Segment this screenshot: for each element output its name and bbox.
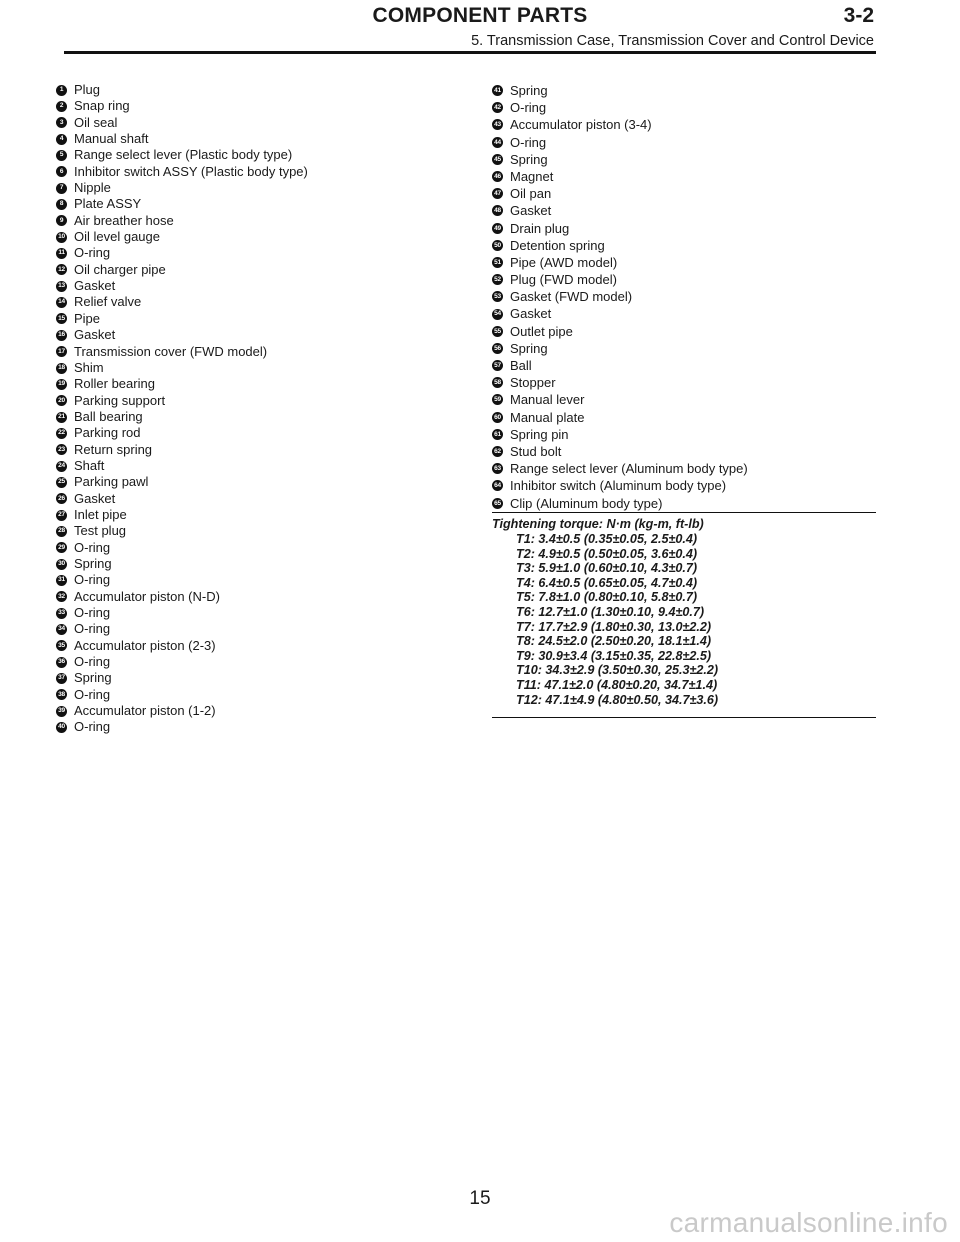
part-list-item xyxy=(56,393,456,409)
part-name: Gasket xyxy=(74,278,116,294)
part-list-item xyxy=(56,654,456,670)
part-number-badge: 32 xyxy=(56,591,67,602)
part-list-item xyxy=(56,556,456,572)
part-number-badge: 10 xyxy=(56,232,67,243)
part-number-badge: 19 xyxy=(56,379,67,390)
part-name: Shim xyxy=(74,359,104,375)
torque-value: T4: 6.4±0.5 (0.65±0.05, 4.7±0.4) xyxy=(516,575,698,590)
part-list-item xyxy=(56,131,456,147)
part-list-item xyxy=(492,254,876,271)
part-name: Spring pin xyxy=(510,426,569,442)
part-number-badge: 17 xyxy=(56,346,67,357)
part-list-item xyxy=(56,458,456,474)
part-name: O-ring xyxy=(74,572,111,588)
torque-value: T12: 47.1±4.9 (4.80±0.50, 34.7±3.6) xyxy=(516,692,719,707)
part-name: Inlet pipe xyxy=(74,506,127,522)
section-number: 3-2 xyxy=(843,4,874,27)
part-list-item xyxy=(56,196,456,212)
part-list-item xyxy=(492,391,876,408)
part-number-badge: 49 xyxy=(492,223,503,234)
part-list-item xyxy=(56,360,456,376)
part-list-item xyxy=(56,474,456,490)
part-number-badge: 62 xyxy=(492,446,503,457)
torque-value: T2: 4.9±0.5 (0.50±0.05, 3.6±0.4) xyxy=(516,546,698,561)
part-name: O-ring xyxy=(74,245,111,261)
part-name: Inhibitor switch (Aluminum body type) xyxy=(510,478,727,494)
part-list-item xyxy=(492,426,876,443)
page-number: 15 xyxy=(469,1188,491,1209)
part-name: Clip (Aluminum body type) xyxy=(510,495,663,511)
part-name: O-ring xyxy=(510,134,547,150)
part-name: Test plug xyxy=(74,523,127,539)
part-number-badge: 16 xyxy=(56,330,67,341)
part-name: Gasket xyxy=(510,203,552,219)
part-list-item xyxy=(56,703,456,719)
part-number-badge: 12 xyxy=(56,264,67,275)
part-number-badge: 9 xyxy=(56,215,67,226)
part-list-item xyxy=(56,344,456,360)
part-number-badge: 36 xyxy=(56,657,67,668)
part-name: Nipple xyxy=(74,180,111,196)
part-name: Spring xyxy=(510,340,548,356)
part-name: Spring xyxy=(74,555,112,571)
part-number-badge: 6 xyxy=(56,166,67,177)
part-number-badge: 53 xyxy=(492,291,503,302)
part-list-item xyxy=(492,202,876,219)
part-name: Gasket (FWD model) xyxy=(510,289,633,305)
part-name: Accumulator piston (N-D) xyxy=(74,588,220,604)
part-list-item xyxy=(56,687,456,703)
part-number-badge: 2 xyxy=(56,101,67,112)
part-name: Manual plate xyxy=(510,409,585,425)
part-list-item xyxy=(56,311,456,327)
torque-value: T11: 47.1±2.0 (4.80±0.20, 34.7±1.4) xyxy=(516,677,718,692)
part-list-item xyxy=(56,147,456,163)
torque-value: T7: 17.7±2.9 (1.80±0.30, 13.0±2.2) xyxy=(516,619,712,634)
part-name: Drain plug xyxy=(510,220,570,236)
part-name: Shaft xyxy=(74,457,105,473)
part-list-item xyxy=(56,327,456,343)
part-number-badge: 26 xyxy=(56,493,67,504)
part-number-badge: 4 xyxy=(56,134,67,145)
part-list-item xyxy=(492,116,876,133)
part-list-item xyxy=(492,409,876,426)
part-list-item xyxy=(492,237,876,254)
tightening-torque-box xyxy=(492,512,876,718)
part-number-badge: 13 xyxy=(56,281,67,292)
part-number-badge: 52 xyxy=(492,274,503,285)
part-number-badge: 28 xyxy=(56,526,67,537)
part-list-item xyxy=(56,278,456,294)
part-name: Detention spring xyxy=(510,237,605,253)
torque-value: T9: 30.9±3.4 (3.15±0.35, 22.8±2.5) xyxy=(516,648,712,663)
part-number-badge: 33 xyxy=(56,608,67,619)
part-list-item xyxy=(492,477,876,494)
part-name: Oil level gauge xyxy=(74,229,160,245)
part-number-badge: 5 xyxy=(56,150,67,161)
part-name: Parking pawl xyxy=(74,474,149,490)
part-list-item xyxy=(492,220,876,237)
part-number-badge: 65 xyxy=(492,498,503,509)
part-name: Relief valve xyxy=(74,294,142,310)
torque-value: T5: 7.8±1.0 (0.80±0.10, 5.8±0.7) xyxy=(516,590,698,605)
torque-value: T10: 34.3±2.9 (3.50±0.30, 25.3±2.2) xyxy=(516,663,719,678)
part-number-badge: 50 xyxy=(492,240,503,251)
part-number-badge: 27 xyxy=(56,510,67,521)
part-number-badge: 60 xyxy=(492,412,503,423)
part-name: Magnet xyxy=(510,168,554,184)
part-list-item xyxy=(56,605,456,621)
part-list-item xyxy=(492,271,876,288)
part-list-item xyxy=(56,589,456,605)
part-name: Parking support xyxy=(74,392,166,408)
part-name: Transmission cover (FWD model) xyxy=(74,343,268,359)
part-number-badge: 22 xyxy=(56,428,67,439)
part-name: Pipe xyxy=(74,310,101,326)
part-name: O-ring xyxy=(74,654,111,670)
part-number-badge: 34 xyxy=(56,624,67,635)
part-list-item xyxy=(56,82,456,98)
part-list-item xyxy=(56,670,456,686)
part-name: Snap ring xyxy=(74,98,130,114)
part-list-item xyxy=(492,340,876,357)
torque-heading: Tightening torque: N·m (kg-m, ft-lb) xyxy=(492,517,704,531)
part-number-badge: 55 xyxy=(492,326,503,337)
section-subtitle: 5. Transmission Case, Transmission Cover and Control Device xyxy=(471,33,874,49)
part-number-badge: 58 xyxy=(492,377,503,388)
part-number-badge: 56 xyxy=(492,343,503,354)
part-name: Accumulator piston (3-4) xyxy=(510,117,652,133)
part-list-item xyxy=(56,180,456,196)
part-number-badge: 46 xyxy=(492,171,503,182)
part-list-item xyxy=(56,245,456,261)
part-list-item xyxy=(492,99,876,116)
part-number-badge: 47 xyxy=(492,188,503,199)
page-title: COMPONENT PARTS xyxy=(372,4,588,27)
torque-value: T1: 3.4±0.5 (0.35±0.05, 2.5±0.4) xyxy=(516,532,698,546)
part-list-item xyxy=(56,638,456,654)
part-number-badge: 11 xyxy=(56,248,67,259)
part-list-item xyxy=(56,164,456,180)
part-list-item xyxy=(56,540,456,556)
part-name: Gasket xyxy=(74,490,116,506)
part-list-item xyxy=(56,621,456,637)
part-name: Range select lever (Aluminum body type) xyxy=(510,461,748,477)
part-number-badge: 38 xyxy=(56,689,67,700)
part-name: Spring xyxy=(510,83,548,98)
part-name: Air breather hose xyxy=(74,212,174,228)
part-number-badge: 41 xyxy=(492,85,503,96)
part-list-item xyxy=(492,82,876,99)
part-number-badge: 51 xyxy=(492,257,503,268)
part-name: Spring xyxy=(510,151,548,167)
part-number-badge: 29 xyxy=(56,542,67,553)
part-name: Manual lever xyxy=(510,392,585,408)
part-list-item xyxy=(56,523,456,539)
part-name: Gasket xyxy=(510,306,552,322)
part-number-badge: 23 xyxy=(56,444,67,455)
watermark: carmanualsonline.info xyxy=(669,1207,948,1238)
part-name: O-ring xyxy=(74,719,111,735)
part-list-item xyxy=(492,185,876,202)
part-list-item xyxy=(56,262,456,278)
part-number-badge: 40 xyxy=(56,722,67,733)
part-list-item xyxy=(56,491,456,507)
part-list-item xyxy=(492,305,876,322)
parts-list-right xyxy=(492,82,876,512)
part-list-item xyxy=(492,288,876,305)
part-name: Manual shaft xyxy=(74,131,149,147)
part-list-item xyxy=(492,323,876,340)
part-name: Pipe (AWD model) xyxy=(510,254,618,270)
part-list-item xyxy=(56,572,456,588)
part-number-badge: 3 xyxy=(56,117,67,128)
part-number-badge: 24 xyxy=(56,461,67,472)
part-list-item xyxy=(56,115,456,131)
part-name: Return spring xyxy=(74,441,153,457)
part-list-item xyxy=(492,357,876,374)
part-name: Range select lever (Plastic body type) xyxy=(74,147,293,163)
part-list-item xyxy=(56,425,456,441)
part-number-badge: 14 xyxy=(56,297,67,308)
part-list-item xyxy=(56,719,456,735)
part-name: Oil pan xyxy=(510,186,552,202)
part-number-badge: 45 xyxy=(492,154,503,165)
part-name: Parking rod xyxy=(74,425,141,441)
part-number-badge: 21 xyxy=(56,412,67,423)
part-number-badge: 8 xyxy=(56,199,67,210)
part-number-badge: 18 xyxy=(56,363,67,374)
part-name: Oil charger pipe xyxy=(74,261,166,277)
part-number-badge: 48 xyxy=(492,205,503,216)
part-number-badge: 44 xyxy=(492,137,503,148)
part-number-badge: 57 xyxy=(492,360,503,371)
part-number-badge: 30 xyxy=(56,559,67,570)
part-number-badge: 20 xyxy=(56,395,67,406)
part-number-badge: 35 xyxy=(56,640,67,651)
header-divider xyxy=(64,51,876,54)
part-list-item xyxy=(56,376,456,392)
part-number-badge: 25 xyxy=(56,477,67,488)
part-name: Stud bolt xyxy=(510,443,562,459)
part-number-badge: 1 xyxy=(56,85,67,96)
part-number-badge: 31 xyxy=(56,575,67,586)
part-name: Outlet pipe xyxy=(510,323,573,339)
part-name: Gasket xyxy=(74,327,116,343)
part-number-badge: 43 xyxy=(492,119,503,130)
part-name: Plate ASSY xyxy=(74,196,142,212)
part-list-item xyxy=(492,443,876,460)
part-name: Inhibitor switch ASSY (Plastic body type) xyxy=(74,163,308,179)
part-name: O-ring xyxy=(74,605,111,620)
part-name: Accumulator piston (1-2) xyxy=(74,703,216,719)
parts-list-left xyxy=(56,82,456,736)
part-list-item xyxy=(56,409,456,425)
part-name: Plug xyxy=(74,82,101,97)
part-number-badge: 7 xyxy=(56,183,67,194)
torque-value: T6: 12.7±1.0 (1.30±0.10, 9.4±0.7) xyxy=(516,604,705,619)
part-list-item xyxy=(492,495,876,512)
part-list-item xyxy=(492,374,876,391)
part-name: O-ring xyxy=(510,100,547,116)
part-name: O-ring xyxy=(74,621,111,637)
part-name: Spring xyxy=(74,670,112,686)
part-name: Ball bearing xyxy=(74,408,143,424)
part-name: O-ring xyxy=(74,539,111,555)
part-number-badge: 42 xyxy=(492,102,503,113)
part-list-item xyxy=(56,98,456,114)
part-list-item xyxy=(56,294,456,310)
part-list-item xyxy=(492,168,876,185)
part-name: Stopper xyxy=(510,375,556,391)
part-name: Plug (FWD model) xyxy=(510,272,617,288)
part-number-badge: 37 xyxy=(56,673,67,684)
part-number-badge: 54 xyxy=(492,309,503,320)
part-number-badge: 63 xyxy=(492,463,503,474)
part-number-badge: 59 xyxy=(492,394,503,405)
part-list-item xyxy=(56,507,456,523)
part-list-item xyxy=(492,151,876,168)
part-list-item xyxy=(56,229,456,245)
part-name: Ball xyxy=(510,358,532,373)
part-name: Oil seal xyxy=(74,114,118,130)
part-list-item xyxy=(56,213,456,229)
part-number-badge: 15 xyxy=(56,313,67,324)
part-list-item xyxy=(56,442,456,458)
part-number-badge: 39 xyxy=(56,706,67,717)
part-list-item xyxy=(492,134,876,151)
part-number-badge: 64 xyxy=(492,480,503,491)
part-name: Accumulator piston (2-3) xyxy=(74,637,216,653)
part-name: Roller bearing xyxy=(74,376,155,392)
part-name: O-ring xyxy=(74,686,111,702)
torque-value: T8: 24.5±2.0 (2.50±0.20, 18.1±1.4) xyxy=(516,634,712,649)
part-list-item xyxy=(492,460,876,477)
torque-value: T3: 5.9±1.0 (0.60±0.10, 4.3±0.7) xyxy=(516,561,698,576)
part-number-badge: 61 xyxy=(492,429,503,440)
torque-values xyxy=(492,532,876,707)
